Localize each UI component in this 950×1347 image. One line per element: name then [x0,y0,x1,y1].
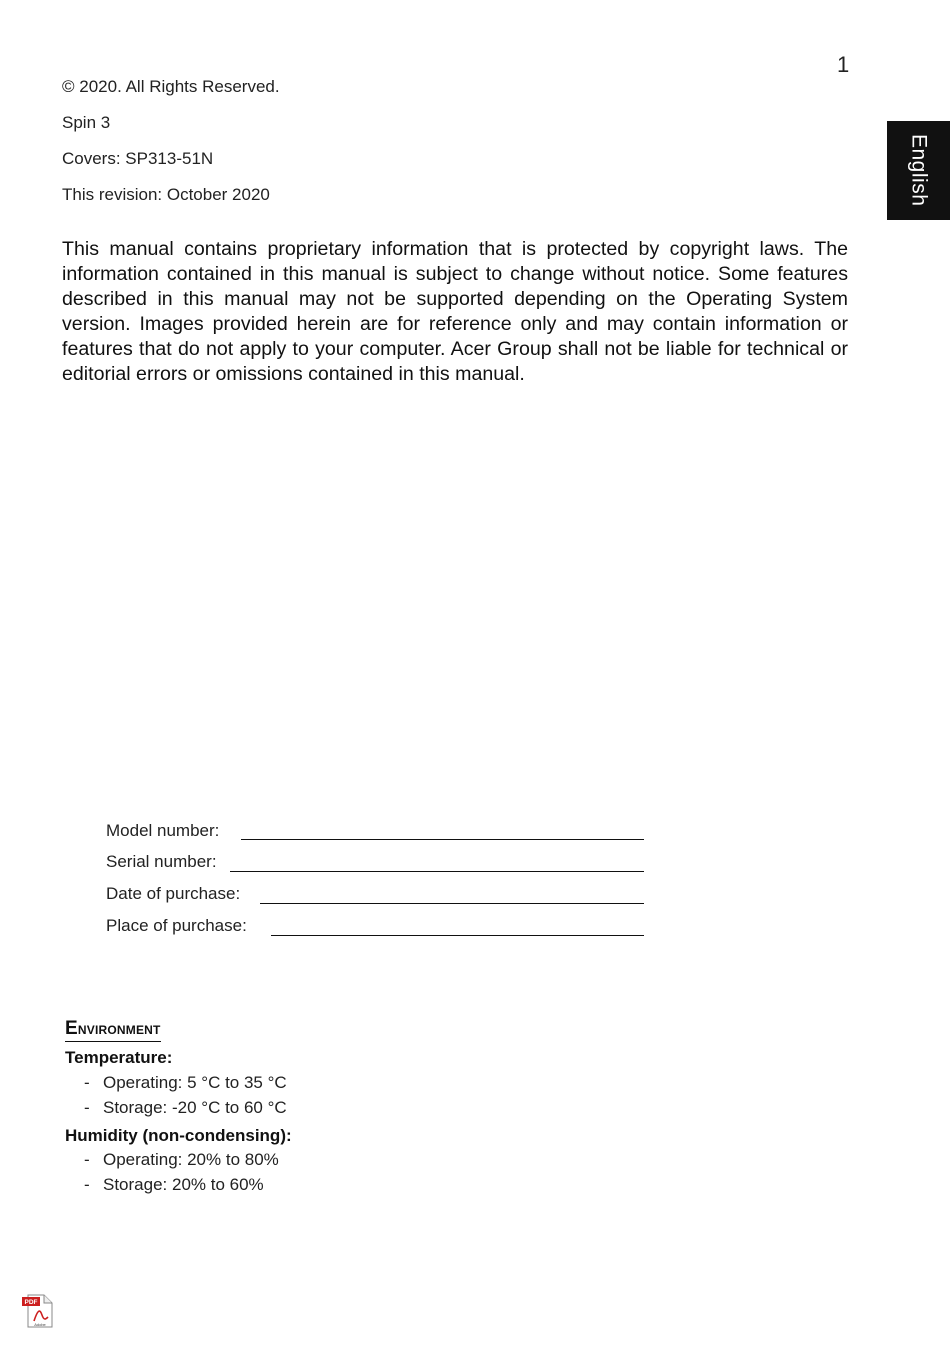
serial-number-field[interactable] [230,871,644,872]
place-of-purchase-field[interactable] [271,935,644,936]
svg-text:Adobe: Adobe [34,1322,46,1327]
revision-date: This revision: October 2020 [62,185,270,204]
copyright-notice: This manual contains proprietary information that is protected by copyright laws. The information contained in this manual is subject to change without notice. Some features described in this manual may not be supported depending on the Operating System version. Images provided herein are for reference only and may contain information or features that do not apply to your computer. Acer Group shall not be liable for technical or editorial errors or omissions contained in this manual. [62,238,848,385]
list-item [84,1073,287,1093]
list-item [84,1098,287,1118]
list-dash: - [84,1098,90,1117]
list-dash: - [84,1175,90,1194]
model-number-field[interactable] [241,839,644,840]
language-tab-label: English [907,134,931,207]
serial-number-label: Serial number: [106,852,217,871]
place-of-purchase-label: Place of purchase: [106,916,247,935]
language-tab [887,121,950,220]
humidity-storage: Storage: 20% to 60% [103,1175,264,1194]
list-dash: - [84,1073,90,1092]
date-of-purchase-label: Date of purchase: [106,884,241,903]
temperature-storage: Storage: -20 °C to 60 °C [103,1098,287,1117]
humidity-heading: Humidity (non-condensing): [65,1126,292,1145]
product-name: Spin 3 [62,113,111,132]
page-number: 1 [837,52,850,77]
list-item [84,1150,279,1170]
humidity-operating: Operating: 20% to 80% [103,1150,279,1169]
list-item [84,1175,264,1195]
list-dash: - [84,1150,90,1169]
temperature-operating: Operating: 5 °C to 35 °C [103,1073,287,1092]
covers-model: Covers: SP313-51N [62,149,214,168]
temperature-heading: Temperature: [65,1048,173,1067]
copyright-line: © 2020. All Rights Reserved. [62,77,280,96]
date-of-purchase-field[interactable] [260,903,644,904]
environment-heading: Environment [65,1018,161,1042]
model-number-label: Model number: [106,821,220,840]
pdf-file-icon[interactable] [20,1293,56,1329]
svg-text:PDF: PDF [24,1299,38,1306]
